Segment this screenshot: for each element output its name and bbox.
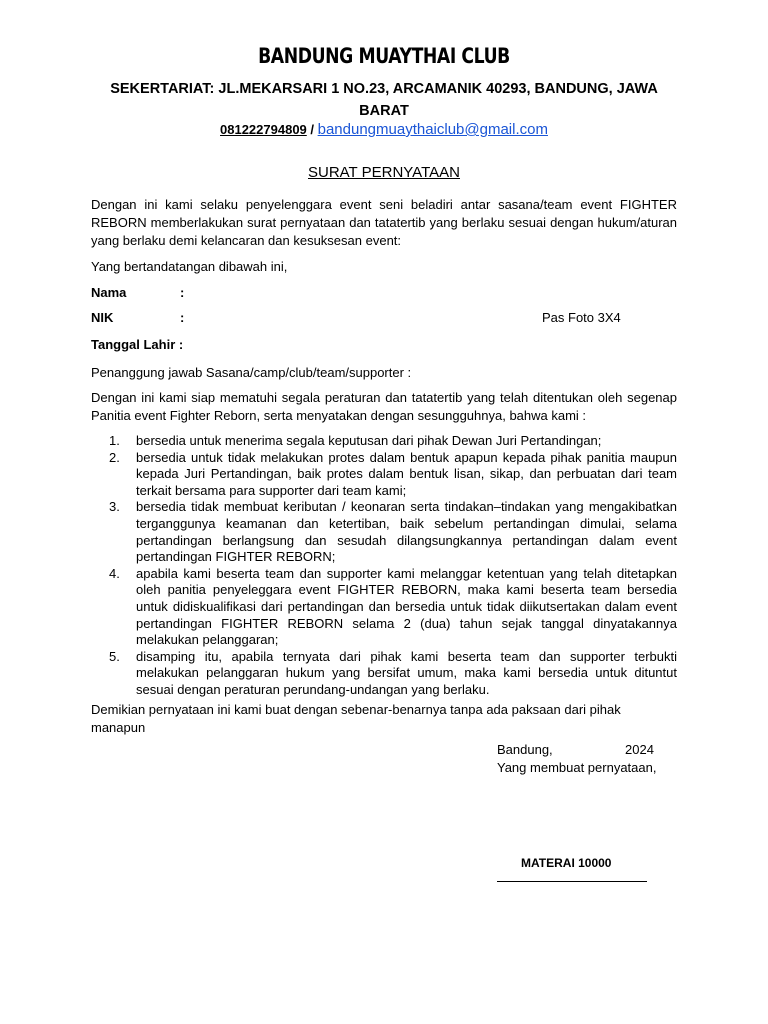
list-number: 5. xyxy=(109,648,120,664)
signature-line xyxy=(497,881,647,882)
list-item xyxy=(109,566,677,649)
list-item xyxy=(109,450,677,500)
signature-year: 2024 xyxy=(625,742,654,757)
secretariat-address: SEKERTARIAT: JL.MEKARSARI 1 NO.23, ARCAMANIK 40293, BANDUNG, JAWA BARAT xyxy=(110,81,658,119)
signature-maker-label: Yang membuat pernyataan, xyxy=(497,760,657,775)
list-text: bersedia tidak membuat keributan / keonaran serta tindakan–tindakan yang mengakibatkan terganggunya keamanan dan ketertiban, baik sebelum pertandingan dimulai, selama pertandingan berlangsung dan sesudah dilangsungkannya pertandingan dalam event pertandingan FIGHTER REBORN; xyxy=(136,499,677,565)
contact-line xyxy=(0,121,768,138)
list-number: 4. xyxy=(109,565,120,581)
field-label-nama: Nama xyxy=(91,285,127,300)
list-item xyxy=(109,649,677,699)
list-number: 1. xyxy=(109,433,120,448)
phone-number: 081222794809 xyxy=(220,122,307,137)
field-label-tanggal-lahir: Tanggal Lahir : xyxy=(91,337,184,352)
email-link[interactable]: bandungmuaythaiclub@gmail.com xyxy=(317,121,548,138)
statement-paragraph: Dengan ini kami siap mematuhi segala peraturan dan tatatertib yang telah ditentukan oleh segenap Panitia event Fighter Reborn, serta menyatakan dengan sesungguhnya, bahwa kami : xyxy=(91,390,677,423)
list-number: 2. xyxy=(109,449,120,465)
list-item xyxy=(109,499,677,565)
document-title: SURAT PERNYATAAN xyxy=(308,164,460,181)
intro-paragraph: Dengan ini kami selaku penyelenggara event seni beladiri antar sasana/team event FIGHTER REBORN memberlakukan surat pernyataan dan tatatertib yang berlaku sesuai dengan hukum/aturan yang berlaku demi kelancaran dan kesuksesan event: xyxy=(91,197,677,248)
field-label-nik: NIK xyxy=(91,310,114,325)
list-text: bersedia untuk menerima segala keputusan dari pihak Dewan Juri Pertandingan; xyxy=(136,433,602,448)
photo-placeholder-label: Pas Foto 3X4 xyxy=(542,310,621,325)
list-item xyxy=(109,433,677,450)
materai-stamp-label: MATERAI 10000 xyxy=(521,856,612,870)
signer-intro: Yang bertandatangan dibawah ini, xyxy=(91,259,288,274)
list-text: bersedia untuk tidak melakukan protes dalam bentuk apapun kepada pihak panitia maupun kepada Juri Pertandingan, baik protes dalam bentuk lisan, sikap, dan perbuatan dari team terkait bersama para supporter dari team kami; xyxy=(136,449,677,498)
field-colon-nik: : xyxy=(180,310,185,325)
contact-separator: / xyxy=(306,122,318,137)
commitment-list xyxy=(109,433,677,699)
organization-name: BANDUNG MUAYTHAI CLUB xyxy=(258,44,510,68)
signature-city: Bandung, xyxy=(497,742,553,757)
list-text: disamping itu, apabila ternyata dari pihak kami beserta team dan supporter terbukti melakukan pelanggaran hukum yang bersifat umum, maka kami bersedia untuk dituntut sesuai dengan peraturan perundang-undangan yang berlaku. xyxy=(136,648,677,697)
field-colon-nama: : xyxy=(180,285,185,300)
list-text: apabila kami beserta team dan supporter kami melanggar ketentuan yang telah ditetapkan oleh panitia penyeleggara event FIGHTER REBORN, maka kami beserta team bersedia untuk didiskualifikasi dari pertandingan dan bersedia untuk tidak diikutsertakan dalam event pertandingan FIGHTER REBORN selama 2 (dua) tahun sejak tanggal dinyatakannya melakukan pelanggaran; xyxy=(136,565,677,648)
list-number: 3. xyxy=(109,499,120,515)
penanggung-jawab-line: Penanggung jawab Sasana/camp/club/team/supporter : xyxy=(91,365,412,380)
closing-paragraph: Demikian pernyataan ini kami buat dengan sebenar-benarnya tanpa ada paksaan dari pihak manapun xyxy=(91,702,621,735)
